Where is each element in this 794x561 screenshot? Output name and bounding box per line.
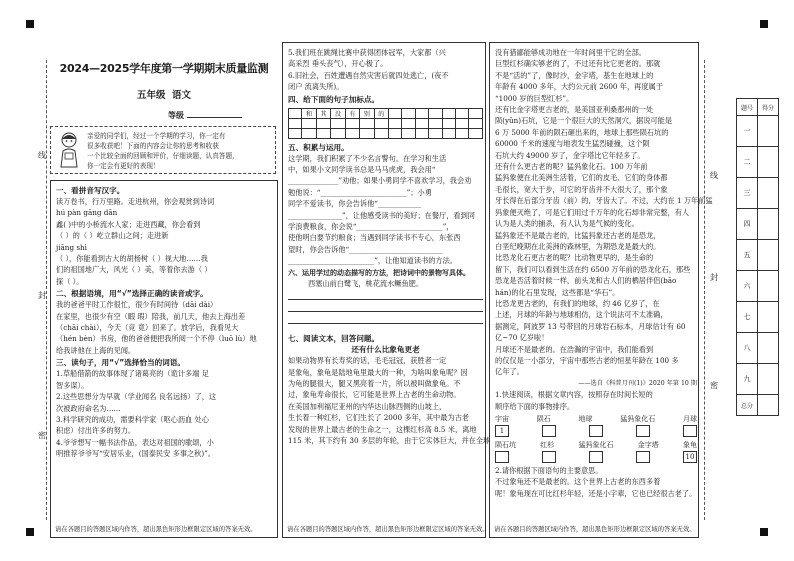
text-line: 亿~70 亿岁啦！ <box>495 333 549 343</box>
registration-mark <box>26 20 34 28</box>
section-3-title: 三、读句子，用“√”选择恰当的词语。 <box>56 358 185 368</box>
score-cell[interactable] <box>758 364 779 395</box>
grid-cell[interactable] <box>442 128 455 138</box>
grid-cell[interactable] <box>442 118 455 128</box>
answer-area-2 <box>282 42 491 538</box>
score-cell[interactable] <box>758 333 779 364</box>
text-line: 留下，我们可以看到生活在约 6500 万年前的恐龙化石，那些 <box>495 264 691 274</box>
grid-cell[interactable]: 没 <box>331 108 345 118</box>
notice-line: 你一定会有更好的表现！ <box>87 162 160 170</box>
grid-cell[interactable] <box>469 128 483 138</box>
choice-continued <box>288 47 483 93</box>
text-line: 在家里，也很少有空（暇 瑕）陪我，前几天，他去上海出差 <box>56 311 246 321</box>
text-line: 认为是人类的捕杀，有人认为是气候的变化。 <box>495 219 639 229</box>
text-line: （ ），你能看到古大的胡杨树（ ）视大地……我 <box>56 254 208 264</box>
text-line: 如果动物界有长寿奖的话，毛毛冠冠，获胜者一定 <box>288 356 447 366</box>
notice-line: 亲爱的同学们，经过一个学期的学习，你一定有 <box>87 132 226 140</box>
text-line: 猛犸象还不是最古老的，比猛犸象还古老的是恐龙， <box>495 230 661 240</box>
grid-cell[interactable]: 有 <box>345 108 359 118</box>
section-4-title: 四、给下面的句子加标点。 <box>288 94 380 104</box>
grid-cell[interactable] <box>389 128 402 138</box>
grid-cell[interactable] <box>429 118 442 128</box>
order-box[interactable] <box>636 425 650 437</box>
text-line: 3.科学研究的成功，需要科学家（呕心沥血 处心 <box>56 414 209 424</box>
registration-mark <box>760 20 768 28</box>
text-line: 没有猎鄙能够成功地在一年时间里干它的全部。 <box>495 48 646 57</box>
text-line: 还有比金字塔更古老的，是美国亚利桑那州的一处 <box>495 105 654 115</box>
text-line: （ ）的（ ）屹立群山之间；走进新 <box>56 231 169 241</box>
text-line: 明推荐爷爷写“安居乐业，(国泰民安 多事之秋)”。 <box>56 449 215 459</box>
binding-line <box>46 60 47 520</box>
order-box[interactable] <box>683 425 697 437</box>
source-note: ——选自《科普月刊(1)》2020 年第 10 期 <box>578 379 697 387</box>
order-item: 地球 <box>578 415 593 423</box>
section-3-body <box>56 368 274 459</box>
text-line: 探（ ）。 <box>56 276 84 286</box>
text-line: _______________”，让他感受读书的美好；在餐厅，看到同 <box>288 210 475 220</box>
text-line: 为龟的腿很大，腿又黑亮着一片，所以被叫做象龟。不 <box>288 378 461 388</box>
text-line: 积虑）付出许多的努力。 <box>56 426 136 436</box>
score-header: 题号 <box>737 99 758 116</box>
grade-subject: 五年级 语文 <box>136 90 192 101</box>
text-line: 们的祖国地广大，风光（ ）美，等着你去游（ ） <box>56 265 212 275</box>
text-line: 比恐龙化石更古老的呢？比动物更早的，是生命的 <box>495 253 654 263</box>
text-line: 6.旧社会，百姓遭遇自然灾害后就四处逃亡，(夜不 <box>288 70 449 80</box>
text-line: ______________”劝他；如果小勇同学不喜欢学习，我会劝 <box>288 176 472 186</box>
order-box[interactable]: 1 <box>495 425 509 437</box>
grid-cell[interactable] <box>456 108 469 118</box>
reading-body <box>288 355 491 446</box>
notice-box <box>50 126 276 174</box>
reading-heading: 还有什么比象龟更老 <box>351 345 420 355</box>
question-2-line: 不过象龟还不是最老的。这个世界上古老的东西多着 <box>495 477 661 487</box>
section-7-title: 七、阅读文本，回答问题。 <box>288 334 380 344</box>
text-line: 石坑大约 49000 岁了，金字塔比它年轻多了。 <box>495 150 645 160</box>
grid-cell[interactable] <box>289 118 302 128</box>
text-line: 年龄有 4000 多年，大约公元前 2600 年，再度属于 <box>495 82 663 92</box>
grid-cell[interactable]: 的 <box>374 108 388 118</box>
grid-cell[interactable]: 其 <box>316 108 330 118</box>
text-line: 115 米，其下约有 30 多层的年轮，由于它实体巨大，并在全球 <box>288 435 491 445</box>
section-1-title: 一、看拼音写汉字。 <box>56 186 125 195</box>
grid-cell[interactable] <box>302 128 316 138</box>
score-row-label: 一 <box>737 116 758 147</box>
score-table <box>736 98 779 416</box>
score-row-label: 六 <box>737 271 758 302</box>
answer-area-3 <box>489 42 713 538</box>
text-line: 是象龟，象龟是陆地龟里最大的一种，为啥叫象龟呢？因 <box>288 367 468 377</box>
text-line: hú pàn gāng dān <box>56 208 118 218</box>
score-header: 得分 <box>758 99 779 116</box>
registration-mark <box>26 528 34 536</box>
order-boxes-1 <box>495 425 697 437</box>
text-line: “1000 岁的巨型红杉”。 <box>495 93 574 103</box>
text-line: 不是“活的”了，像时沙，金字塔，基生在地球上的 <box>495 70 654 80</box>
text-line: 2.这些思想分为早就（学业闻名 良名远扬）了，这 <box>56 392 217 402</box>
score-row-label: 三 <box>737 178 758 209</box>
text-line: （hén bèn）书房，他的爸爸便把我所阅一个不停（luō lù）地 <box>56 334 257 344</box>
section-5-body <box>288 153 483 267</box>
score-row-label: 九 <box>737 364 758 395</box>
text-line: 的仅仅是一小部分，宇宙中那些古老的恒星年龄在 100 多 <box>495 355 679 365</box>
score-cell[interactable] <box>758 240 779 271</box>
grid-cell[interactable] <box>429 128 442 138</box>
order-item: 宇宙 <box>495 415 509 423</box>
rating-label: 等级 <box>168 111 184 120</box>
text-line: 学浪费粮食，你会说“________________________”， <box>288 222 454 232</box>
grid-cell[interactable] <box>374 128 388 138</box>
grid-cell[interactable] <box>302 118 316 128</box>
grid-cell[interactable] <box>389 118 402 128</box>
score-cell[interactable] <box>758 302 779 333</box>
score-cell[interactable] <box>758 209 779 240</box>
grid-cell[interactable] <box>469 118 483 128</box>
order-item: 月球 <box>683 415 697 423</box>
margin-char-seal: 封 <box>710 273 718 282</box>
text-line: 6 万 5000 年前的陨石砸出来的，地球上那些陨石坑的 <box>495 127 669 137</box>
grid-cell[interactable] <box>360 118 374 128</box>
grid-cell[interactable] <box>360 128 374 138</box>
score-cell[interactable] <box>758 271 779 302</box>
text-line: 勉他说：“________________________”；小勇 <box>288 187 432 197</box>
order-row-1 <box>495 414 697 424</box>
student-illustration-icon <box>55 131 83 169</box>
score-row-label: 二 <box>737 147 758 178</box>
grid-cell[interactable] <box>289 128 302 138</box>
order-item: 猛犸象化石 <box>620 415 656 423</box>
text-line: 据测定，阿波罗 13 号带回的月球岩石标本，月球估计有 60 <box>495 321 686 331</box>
score-row-label: 四 <box>737 209 758 240</box>
score-total-cell[interactable] <box>758 395 779 416</box>
text-line: 在美国加利福尼亚州的内华达山脉西侧的山坡上， <box>288 401 447 411</box>
text-line: 过，象龟寿命很长，它可能是世界上古老的生命动物。 <box>288 390 461 400</box>
grid-cell[interactable] <box>289 108 302 118</box>
score-total-label: 总分 <box>737 395 758 416</box>
grid-cell[interactable] <box>316 128 330 138</box>
grid-cell[interactable] <box>402 118 415 128</box>
reading-body-continued <box>495 47 713 378</box>
grid-cell[interactable] <box>415 108 428 118</box>
footer-note: 请在各题目的答题区域内作答，超出黑色矩形边框限定区域的答案无效。 <box>55 526 257 533</box>
question-2-line: 呢！象龟现在可比红杉年轻，还是小字辈，它也已经很古老了。 <box>495 488 697 498</box>
text-line: 恐龙是否活着时候一样，前头龙和古人们的栖居伴侣(bāo <box>495 276 677 286</box>
grid-cell[interactable] <box>442 108 455 118</box>
text-line: 上述，月球的年龄与地球相仿，这个说法可不太准确， <box>495 310 668 320</box>
order-box[interactable]: 10 <box>683 451 697 463</box>
score-row-label: 七 <box>737 302 758 333</box>
grid-cell[interactable] <box>469 108 483 118</box>
order-box[interactable] <box>589 451 603 463</box>
score-row-label: 五 <box>737 240 758 271</box>
section-6-title: 六、运用学过的动态描写的方法，把诗词中的景物写具体。 <box>288 268 470 277</box>
text-line: 白垩纪晚期在北美洲的森林里，为期恐龙是最大的。 <box>495 241 661 251</box>
text-line: 生长着一种红杉，它们生长了 2000 多年，其中最为古老 <box>288 413 469 423</box>
grid-cell[interactable] <box>456 128 469 138</box>
text-line: 给我讲他在上海的见闻。 <box>56 345 136 355</box>
question-1-title: 1.快速阅读，根据文章内容，按照存在时间长短的 <box>495 390 653 400</box>
text-line: hán)的化石里发现，这些都是“华石”。 <box>495 287 620 297</box>
text-line: 望时，你会告诉他“__________________________ <box>288 244 443 254</box>
order-item: 陨石坑 <box>495 441 516 449</box>
text-line: 闭户 流离失所)。 <box>288 82 344 92</box>
text-line: 我的爸爸平时工作很忙，很少有时间待（dāi dài） <box>56 300 218 310</box>
notice-line: 一个比较全面的回顾和评价，仔细读题，认真答题， <box>87 152 239 160</box>
question-2-title: 2.请你根据下面语句的主要意思。 <box>495 466 603 475</box>
text-line: 中，如果小文同学读书总是马马虎虎，我会用“ <box>288 165 436 175</box>
grid-cell[interactable] <box>345 118 359 128</box>
rating-blank[interactable] <box>187 117 242 118</box>
exam-title: 2024—2025学年度第一学期期末质量监测 <box>59 62 269 75</box>
grid-cell[interactable] <box>389 108 402 118</box>
binding-line <box>704 60 705 520</box>
text-line: （chāi chài），今天（竞 竟）回来了。放学后，我看见大 <box>56 323 239 333</box>
text-line: 毛很长，宽大于步，可它的牙齿并不大很大了，那个象 <box>495 184 668 194</box>
margin-char-secret: 密 <box>38 431 46 440</box>
text-line: ________________________”，让他知道读书的方法。 <box>288 256 457 266</box>
margin-char-seal: 封 <box>38 291 46 300</box>
poem-line: 西塞山前白鹭飞，桃花流水鳜鱼肥。 <box>308 278 424 288</box>
footer-note: 请在各题目的答题区域内作答，超出黑色矩形边框限定区域的答案无效。 <box>287 526 489 533</box>
grid-cell[interactable] <box>374 118 388 128</box>
text-line: jiāng shì <box>56 242 87 252</box>
text-line: 牙长得在后部分牙齿（前）的，牙齿大了。不过，大约在 1 万年前猛 <box>495 196 713 206</box>
grid-cell[interactable] <box>331 118 345 128</box>
section-2-body <box>56 299 274 356</box>
text-line: 这学期，我们积累了不少名言警句。在学习和生活 <box>288 153 447 163</box>
grid-cell[interactable] <box>402 108 415 118</box>
order-item: 红杉 <box>540 441 555 449</box>
grid-cell[interactable] <box>331 128 345 138</box>
grid-cell[interactable] <box>415 128 428 138</box>
text-line: 同学不爱读书，你会告诉他“____________ <box>288 199 422 209</box>
score-row-label: 八 <box>737 333 758 364</box>
notice-line: 很多收获吧！下面的内容会让你的思考和收获 <box>87 142 219 150</box>
registration-mark <box>760 528 768 536</box>
text-line: 高采烈 垂头丧气），开心极了。 <box>288 59 388 69</box>
text-line: 使他明白要节约粮食；当遇到同学读书不专心，东张西 <box>288 233 461 243</box>
answer-area-1 <box>50 180 278 538</box>
grid-cell[interactable] <box>316 118 330 128</box>
grid-cell[interactable] <box>415 118 428 128</box>
text-line: 5.我们班在跳绳比赛中获得团体冠军，大家都（兴 <box>288 48 446 57</box>
text-line: 陨(yǔn)石坑，它是一个很巨大的天然洞穴，据说可能是 <box>495 116 673 126</box>
grid-cell[interactable]: 别 <box>360 108 374 118</box>
rating-row <box>50 110 278 121</box>
text-line: 60000 千米的速度与地表发生猛烈碰撞，这个陨 <box>495 139 650 149</box>
margin-char-line: 线 <box>38 151 46 160</box>
text-line: 巨型红杉确实够老的了，不过还有比它更老的。那就 <box>495 59 661 69</box>
text-line: 4.爷爷想写一幅书法作品，表达对祖国的歌颂，小 <box>56 437 214 447</box>
punctuation-grid[interactable] <box>288 108 483 139</box>
score-cell[interactable] <box>758 178 779 209</box>
grid-cell[interactable] <box>402 128 415 138</box>
section-5-title: 五、积累与运用。 <box>288 142 349 152</box>
grid-cell[interactable] <box>456 118 469 128</box>
order-item: 象龟 <box>683 441 697 449</box>
grid-cell[interactable] <box>429 108 442 118</box>
order-box[interactable] <box>542 451 556 463</box>
margin-char-line: 线 <box>710 171 718 180</box>
text-line: 鑫( )中的小桥流水人家；走进西藏，你会看到 <box>56 219 201 229</box>
text-line: 猛犸象便在北美洲生活着，它们的皮毛、它们的身体都 <box>495 173 668 183</box>
order-box[interactable] <box>589 425 603 437</box>
score-cell[interactable] <box>758 116 779 147</box>
text-line: 比恐龙更古老的，有我们的地球，约 46 亿岁了，在 <box>495 298 660 308</box>
text-line: 次被政府命名为…… <box>56 403 121 413</box>
question-1-title-2: 顺序给下面的事物排序。 <box>495 401 575 411</box>
text-line: 1.草船借箭的故事体现了诸葛亮的（诡计多端 足 <box>56 369 209 379</box>
order-item: 金字塔 <box>637 441 659 449</box>
section-2-title: 二、根据语境，用“√”选择正确的读音或字。 <box>56 289 208 299</box>
order-box[interactable] <box>495 451 509 463</box>
order-row-2 <box>495 440 697 450</box>
text-line: 亿年了。 <box>495 367 524 377</box>
order-box[interactable] <box>636 451 650 463</box>
text-line: 还有什么更古老的呢？猛犸象化石。100 万年前 <box>495 162 648 172</box>
grid-cell[interactable] <box>345 128 359 138</box>
margin-char-secret: 密 <box>710 381 718 390</box>
order-item: 猛犸象化石 <box>578 441 614 449</box>
text-line: 犸象便灭绝了，可是它们用过千万年的化石却非常完整，有人 <box>495 207 690 217</box>
text-line: 发现的世界上最古老的生命之一，这棵红杉高 8.5 米，离地 <box>288 424 477 434</box>
order-boxes-2 <box>495 451 697 463</box>
text-line: 智多谋）。 <box>56 380 89 390</box>
section-1-body <box>56 196 274 287</box>
text-line: 读万卷书，行万里路。走进杭州，你会观赏到诗词 <box>56 197 215 206</box>
score-cell[interactable] <box>758 147 779 178</box>
footer-note: 请在各题目的答题区域内作答，超出黑色矩形边框限定区域的答案无效。 <box>494 526 696 533</box>
order-box[interactable] <box>542 425 556 437</box>
column-1 <box>50 60 278 121</box>
order-item: 陨石 <box>536 415 551 423</box>
grid-cell[interactable]: 和 <box>302 108 316 118</box>
text-line: 月球还不是最老的。在浩瀚的宇宙中，我们能看到 <box>495 344 654 354</box>
writing-lines[interactable] <box>288 289 483 333</box>
